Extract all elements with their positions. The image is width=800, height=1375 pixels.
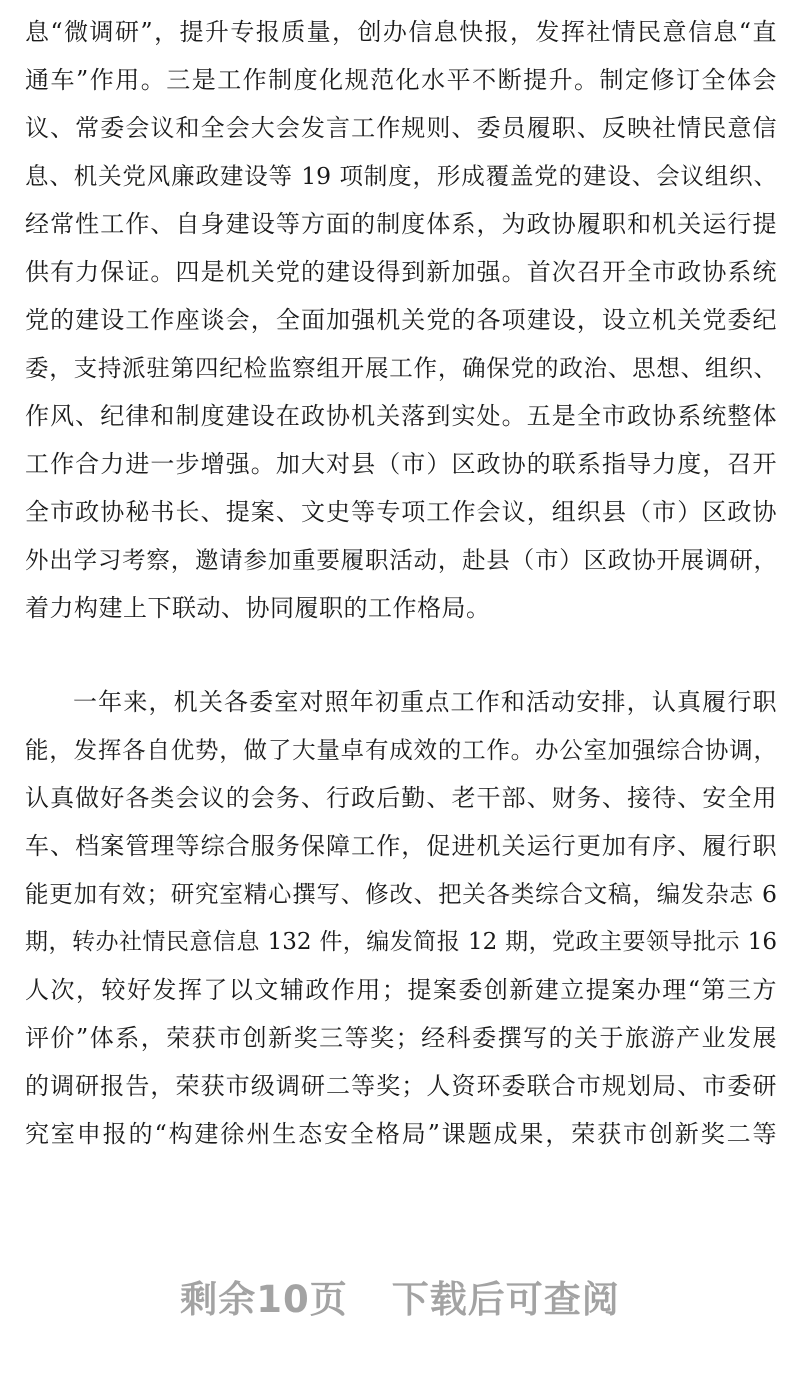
paragraph-2-line-10: 究室申报的“构建徐州生态安全格局”课题成果，荣获市创新奖二等	[25, 1120, 777, 1148]
paragraph-2-line-7: 人次，较好发挥了以文辅政作用；提案委创新建立提案办理“第三方	[25, 976, 777, 1004]
paragraph-2-line-3: 认真做好各类会议的会务、行政后勤、老干部、财务、接待、安全用	[25, 784, 777, 812]
paragraph-2-line-9: 的调研报告，荣获市级调研二等奖；人资环委联合市规划局、市委研	[25, 1072, 777, 1100]
paragraph-2-line-4: 车、档案管理等综合服务保障工作，促进机关运行更加有序、履行职	[25, 832, 777, 860]
paragraph-2-line-2: 能，发挥各自优势，做了大量卓有成效的工作。办公室加强综合协调，	[25, 736, 777, 764]
paragraph-1-line-8: 委，支持派驻第四纪检监察组开展工作，确保党的政治、思想、组织、	[25, 354, 777, 382]
paragraph-1-line-1: 息“微调研”，提升专报质量，创办信息快报，发挥社情民意信息“直	[25, 18, 777, 46]
paragraph-2-line-5: 能更加有效；研究室精心撰写、修改、把关各类综合文稿，编发杂志 6	[25, 880, 777, 908]
paragraph-1-line-13: 着力构建上下联动、协同履职的工作格局。	[25, 594, 491, 622]
paragraph-1-line-11: 全市政协秘书长、提案、文史等专项工作会议，组织县（市）区政协	[25, 498, 777, 526]
paragraph-1-line-5: 经常性工作、自身建设等方面的制度体系，为政协履职和机关运行提	[25, 210, 777, 238]
remaining-pages-label: 剩余10页	[180, 1278, 348, 1321]
download-to-view-label: 下载后可查阅	[391, 1278, 620, 1321]
paragraph-1-line-10: 工作合力进一步增强。加大对县（市）区政协的联系指导力度，召开	[25, 450, 777, 478]
paragraph-2-line-6: 期，转办社情民意信息 132 件，编发简报 12 期，党政主要领导批示 16	[25, 929, 777, 955]
paragraph-1-line-7: 党的建设工作座谈会，全面加强机关党的各项建设，设立机关党委纪	[25, 306, 777, 334]
paragraph-1-line-2: 通车”作用。三是工作制度化规范化水平不断提升。制定修订全体会	[25, 66, 777, 94]
paragraph-2-line-8: 评价”体系，荣获市创新奖三等奖；经科委撰写的关于旅游产业发展	[25, 1024, 777, 1052]
paragraph-1-line-9: 作风、纪律和制度建设在政协机关落到实处。五是全市政协系统整体	[25, 402, 777, 430]
download-prompt-banner[interactable]	[0, 1270, 800, 1330]
paragraph-2-line-1: 一年来，机关各委室对照年初重点工作和活动安排，认真履行职	[73, 688, 777, 716]
paragraph-1-line-4: 息、机关党风廉政建设等 19 项制度，形成覆盖党的建设、会议组织、	[25, 162, 777, 190]
paragraph-1-line-12: 外出学习考察，邀请参加重要履职活动，赴县（市）区政协开展调研，	[25, 546, 777, 574]
paragraph-1-line-6: 供有力保证。四是机关党的建设得到新加强。首次召开全市政协系统	[25, 258, 777, 286]
paragraph-1-line-3: 议、常委会议和全会大会发言工作规则、委员履职、反映社情民意信	[25, 114, 777, 142]
